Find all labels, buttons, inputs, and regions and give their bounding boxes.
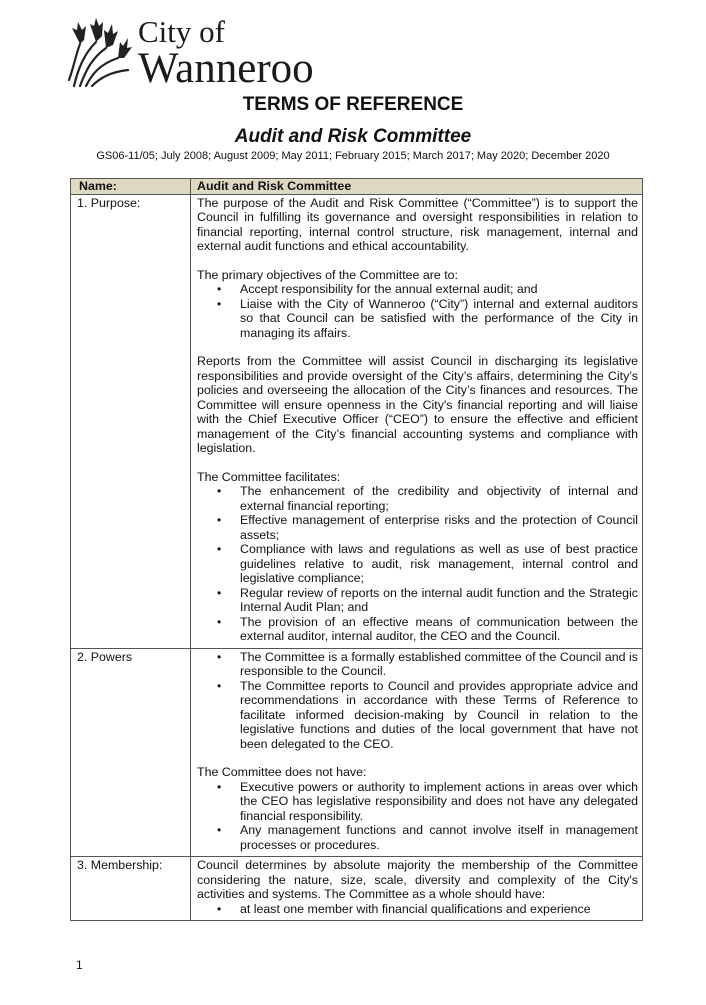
- document-references: GS06-11/05; July 2008; August 2009; May 2011; February 2015; March 2017; May 2020; December 2020: [96, 150, 610, 162]
- city-logo: [66, 10, 326, 90]
- reports-paragraph: Reports from the Committee will assist Council in discharging its legislative responsibilities and provide oversight of the City’s affairs, determining the City’s policies and overseeing the allocation of the City’s finances and resources. The Committee will ensure openness in the City's financial reporting and will liaise with the Chief Executive Officer (“CEO”) to ensure the effective and efficient management of the City’s financial accounting systems and compliance with legislation.: [197, 354, 638, 455]
- membership-content: [191, 857, 643, 921]
- powers-row: [71, 648, 643, 857]
- purpose-row: [71, 194, 643, 648]
- not-have-list: [197, 780, 638, 853]
- purpose-intro: The purpose of the Audit and Risk Committee (“Committee”) is to support the Council in fulfilling its governance and oversight responsibilities in relation to financial reporting, internal control structure, risk management, internal and external audit functions and ethical accountability.: [197, 195, 638, 253]
- powers-content: [191, 648, 643, 857]
- kangaroo-paw-icon: [66, 14, 136, 90]
- purpose-label: 1. Purpose:: [71, 194, 191, 648]
- membership-label: 3. Membership:: [71, 857, 191, 921]
- list-item: • Compliance with laws and regulations as well as use of best practice guidelines relative to audit, risk management, internal control and legislative compliance;: [240, 542, 638, 586]
- objectives-list: [197, 282, 638, 340]
- page-number: 1: [76, 958, 83, 972]
- logo-line-1: City of: [138, 14, 225, 49]
- committee-name: Audit and Risk Committee: [191, 179, 643, 195]
- membership-row: [71, 857, 643, 921]
- list-item: • Regular review of reports on the internal audit function and the Strategic Internal Audit Plan; and: [240, 586, 638, 615]
- list-item: • Any management functions and cannot involve itself in management processes or procedures.: [240, 823, 638, 852]
- powers-label: 2. Powers: [71, 648, 191, 857]
- logo-line-2: Wanneroo: [138, 45, 314, 92]
- membership-list: [197, 902, 638, 917]
- document-title: TERMS OF REFERENCE: [242, 94, 464, 115]
- facilitates-list: [197, 484, 638, 644]
- table-header-row: [71, 179, 643, 195]
- list-item: • Effective management of enterprise risks and the protection of Council assets;: [240, 513, 638, 542]
- list-item: • Accept responsibility for the annual external audit; and: [240, 282, 638, 297]
- list-item: • The Committee reports to Council and provides appropriate advice and recommendations in accordance with these Terms of Reference to facilitate informed decision-making by Council in relation to the legislative functions and duties of the local government that have not been delegated to the CEO.: [240, 679, 638, 752]
- list-item: • The enhancement of the credibility and objectivity of internal and external financial reporting;: [240, 484, 638, 513]
- membership-intro: Council determines by absolute majority the membership of the Committee considering the nature, size, scale, diversity and complexity of the City's activities and systems. The Committee as a whole should have:: [197, 858, 638, 901]
- list-item: • Liaise with the City of Wanneroo (“City”) internal and external auditors so that Council can be satisfied with the performance of the City in managing its affairs.: [240, 297, 638, 341]
- objectives-intro: The primary objectives of the Committee are to:: [197, 267, 458, 282]
- facilitates-intro: The Committee facilitates:: [197, 469, 341, 484]
- document-subtitle: Audit and Risk Committee: [234, 126, 472, 147]
- list-item: • at least one member with financial qualifications and experience: [240, 902, 638, 917]
- list-item: • Executive powers or authority to implement actions in areas over which the CEO has legislative responsibility and does not have any delegated financial responsibility.: [240, 780, 638, 824]
- purpose-content: [191, 194, 643, 648]
- name-label: Name:: [71, 179, 191, 195]
- powers-list: [197, 650, 638, 752]
- list-item: • The Committee is a formally established committee of the Council and is responsible to the Council.: [240, 650, 638, 679]
- terms-of-reference-table: [70, 178, 643, 921]
- list-item: • The provision of an effective means of communication between the external auditor, internal auditor, the CEO and the Council.: [240, 615, 638, 644]
- not-have-intro: The Committee does not have:: [197, 765, 367, 779]
